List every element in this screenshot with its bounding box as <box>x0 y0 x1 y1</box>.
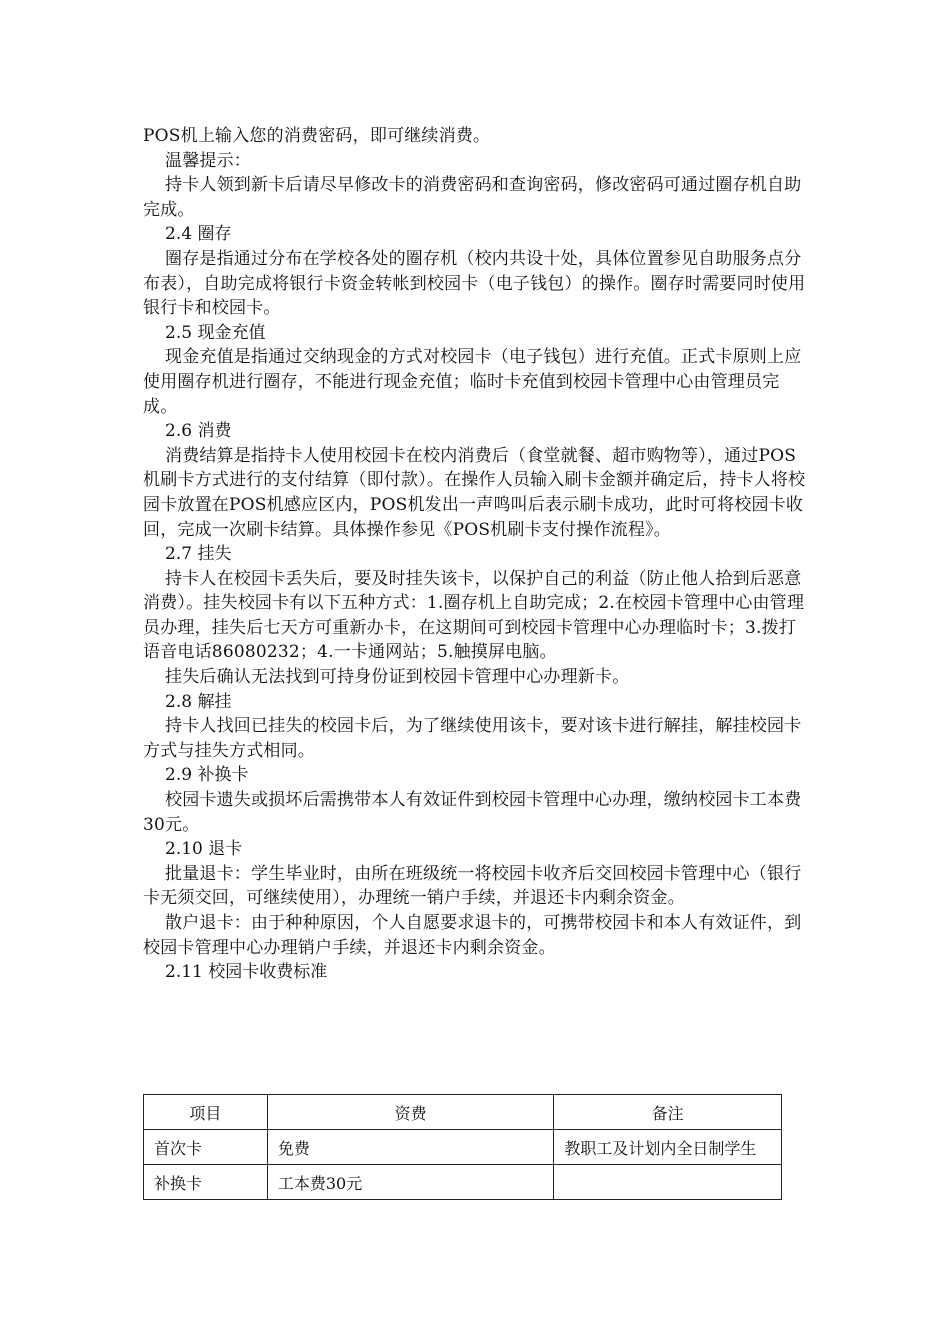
body-paragraph: POS机上输入您的消费密码，即可继续消费。 <box>143 126 491 146</box>
fee-table-header-row <box>144 1095 782 1130</box>
fee-table-cell-note: 教职工及计划内全日制学生 <box>554 1130 782 1165</box>
fee-table-cell-item: 首次卡 <box>144 1130 268 1165</box>
fee-table-header-item: 项目 <box>144 1095 268 1130</box>
body-paragraph: 消费结算是指持卡人使用校园卡在校内消费后（食堂就餐、超市购物等），通过POS机刷卡方式进行的支付结算（即付款）。在操作人员输入刷卡金额并确定后，持卡人将校园卡放置在POS机感应区内，POS机发出一声鸣叫后表示刷卡成功，此时可将校园卡收回，完成一次刷卡结算。具体操作参见《POS机刷卡支付操作流程》。 <box>143 445 806 540</box>
body-paragraph: 圈存是指通过分布在学校各处的圈存机（校内共设十处，具体位置参见自助服务点分布表），自助完成将银行卡资金转帐到校园卡（电子钱包）的操作。圈存时需要同时使用银行卡和校园卡。 <box>143 248 806 319</box>
body-paragraph: 批量退卡：学生毕业时，由所在班级统一将校园卡收齐后交回校园卡管理中心（银行卡无须交回，可继续使用），办理统一销户手续，并退还卡内剩余资金。 <box>143 863 802 909</box>
fee-table-cell-fee: 工本费30元 <box>267 1165 554 1200</box>
section-heading: 2.4 圈存 <box>165 224 232 245</box>
body-paragraph: 散户退卡：由于种种原因，个人自愿要求退卡的，可携带校园卡和本人有效证件，到校园卡管理中心办理销户手续，并退还卡内剩余资金。 <box>143 913 802 958</box>
body-paragraph: 持卡人在校园卡丢失后，要及时挂失该卡，以保护自己的利益（防止他人拾到后恶意消费）。挂失校园卡有以下五种方式：1.圈存机上自助完成；2.在校园卡管理中心由管理员办理，挂失后七天方可重新办卡，在这期间可到校园卡管理中心办理临时卡；3.拨打语音电话86080232；4.一卡通网站；5.触摸屏电脑。 <box>143 568 805 663</box>
fee-table-header-fee: 资费 <box>267 1095 554 1130</box>
section-heading: 2.7 挂失 <box>165 544 232 565</box>
section-heading: 2.10 退卡 <box>165 839 243 860</box>
fee-table-header-note: 备注 <box>554 1095 782 1130</box>
fee-table-cell-fee: 免费 <box>267 1130 554 1165</box>
section-heading: 2.9 补换卡 <box>165 765 249 786</box>
fee-table-cell-note <box>554 1165 782 1200</box>
body-paragraph: 持卡人找回已挂失的校园卡后，为了继续使用该卡，要对该卡进行解挂，解挂校园卡方式与挂失方式相同。 <box>143 716 802 761</box>
body-paragraph: 温馨提示： <box>165 150 251 171</box>
body-paragraph: 校园卡遗失或损坏后需携带本人有效证件到校园卡管理中心办理，缴纳校园卡工本费30元。 <box>143 790 802 835</box>
fee-table-cell-item: 补换卡 <box>144 1165 268 1200</box>
section-heading: 2.11 校园卡收费标准 <box>165 962 328 983</box>
table-row <box>144 1130 782 1165</box>
section-heading: 2.5 现金充值 <box>165 322 266 343</box>
fee-table <box>143 1094 782 1200</box>
body-paragraph: 持卡人领到新卡后请尽早修改卡的消费密码和查询密码，修改密码可通过圈存机自助完成。 <box>143 175 802 220</box>
section-heading: 2.8 解挂 <box>165 691 232 712</box>
document-body <box>143 124 808 985</box>
section-heading: 2.6 消费 <box>165 421 232 442</box>
body-paragraph: 挂失后确认无法找到可持身份证到校园卡管理中心办理新卡。 <box>165 667 630 688</box>
body-paragraph: 现金充值是指通过交纳现金的方式对校园卡（电子钱包）进行充值。正式卡原则上应使用圈存机进行圈存，不能进行现金充值；临时卡充值到校园卡管理中心由管理员完成。 <box>143 347 802 417</box>
table-row <box>144 1165 782 1200</box>
